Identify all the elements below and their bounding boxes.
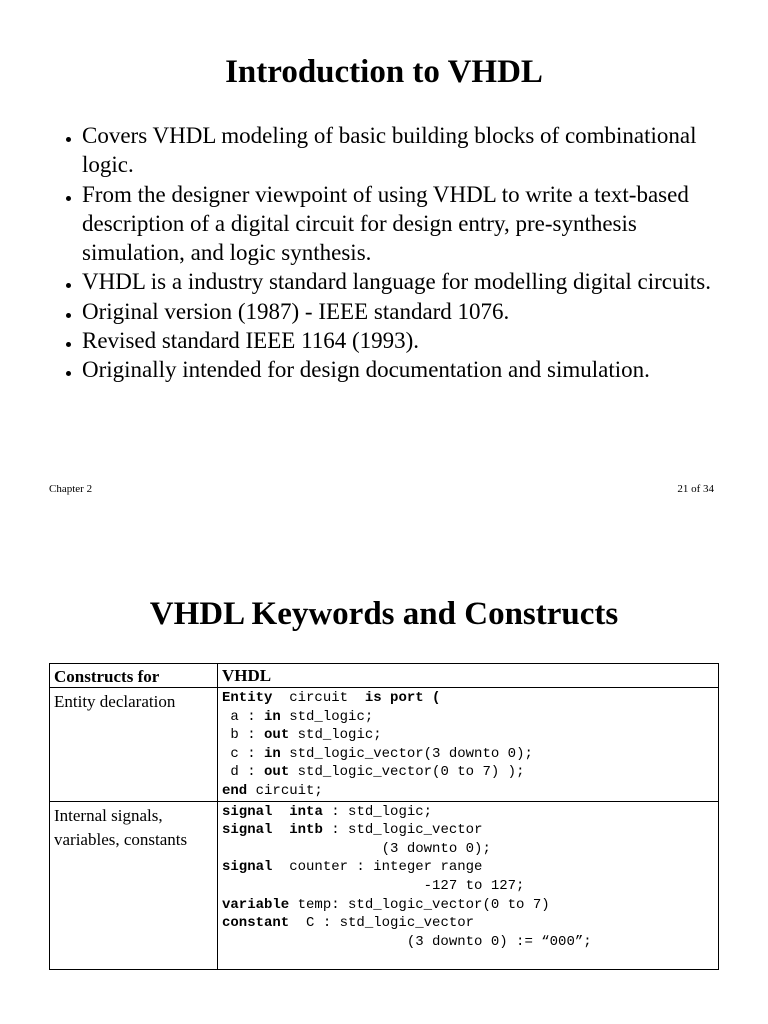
bullet-list <box>62 121 742 385</box>
bullet-dot-icon <box>66 196 71 201</box>
code-line <box>222 783 323 799</box>
code-line <box>222 709 373 725</box>
slide-title: Introduction to VHDL <box>225 54 543 90</box>
constructs-table <box>49 663 719 970</box>
code-cell <box>218 801 719 969</box>
code-text: d : <box>222 764 265 781</box>
chapter-label: Chapter 2 <box>49 483 93 495</box>
code-keyword: is port ( <box>364 690 441 706</box>
code-text: : std_logic_vector <box>322 822 483 839</box>
code-text <box>272 804 289 820</box>
code-text: (3 downto 0); <box>222 840 491 857</box>
code-text: temp: std_logic_vector(0 to 7) <box>289 896 550 913</box>
code-line <box>222 822 482 838</box>
code-keyword: variable <box>222 896 290 913</box>
table-header-cell: Constructs for <box>50 664 218 688</box>
bullet-item: Covers VHDL modeling of basic building blocks of combinational logic. <box>62 121 742 180</box>
code-line <box>222 746 533 762</box>
code-text <box>272 822 289 838</box>
code-keyword: intb <box>289 822 323 839</box>
code-text: std_logic_vector(0 to 7) ); <box>289 764 525 781</box>
table-header-row <box>50 664 719 688</box>
code-text: circuit; <box>247 782 323 799</box>
code-line <box>222 841 491 857</box>
code-line <box>222 727 382 743</box>
code-line <box>222 878 524 894</box>
bullet-dot-icon <box>66 342 71 347</box>
code-keyword: in <box>264 745 281 762</box>
bullet-item: Original version (1987) - IEEE standard 1076. <box>62 297 742 326</box>
code-line <box>222 897 550 913</box>
code-keyword: constant <box>222 915 290 932</box>
code-line <box>222 764 524 780</box>
code-text: b : <box>222 727 265 744</box>
bullet-dot-icon <box>66 283 71 288</box>
code-keyword: signal <box>222 859 273 876</box>
bullet-item: VHDL is a industry standard language for modelling digital circuits. <box>62 267 742 296</box>
code-keyword: signal <box>222 803 273 820</box>
table-row <box>50 688 719 802</box>
code-keyword: inta <box>289 803 323 820</box>
code-line <box>222 934 592 950</box>
code-text: (3 downto 0) := “000”; <box>222 933 592 950</box>
code-keyword: Entity <box>222 690 273 706</box>
bullet-item: Revised standard IEEE 1164 (1993). <box>62 326 742 355</box>
code-text: counter : integer range <box>272 859 483 876</box>
code-keyword: end <box>222 782 248 799</box>
code-text: : std_logic; <box>322 803 433 820</box>
code-cell <box>218 688 719 802</box>
bullet-dot-icon <box>66 371 71 376</box>
code-text: circuit <box>272 690 365 706</box>
code-text: std_logic; <box>280 708 374 725</box>
code-keyword: signal <box>222 822 273 839</box>
code-text: std_logic; <box>289 727 382 744</box>
bullet-dot-icon <box>66 137 71 142</box>
bullet-item: From the designer viewpoint of using VHDL to write a text-based description of a digital circuit for design entry, pre-synthesis simulation, and logic synthesis. <box>62 180 742 268</box>
code-line <box>222 804 432 820</box>
code-block <box>222 689 714 801</box>
code-line <box>222 859 482 875</box>
code-line <box>222 915 474 931</box>
code-text: -127 to 127; <box>222 877 525 894</box>
code-keyword: out <box>264 727 290 744</box>
code-text: C : std_logic_vector <box>289 915 475 932</box>
code-text: std_logic_vector(3 downto 0); <box>280 745 533 762</box>
construct-label-cell: Internal signals, variables, constants <box>50 801 218 969</box>
bullet-dot-icon <box>66 313 71 318</box>
page-number: 21 of 34 <box>677 483 714 495</box>
code-keyword: in <box>264 708 281 725</box>
table-row <box>50 801 719 969</box>
code-line <box>222 690 440 706</box>
slide-title: VHDL Keywords and Constructs <box>149 596 619 632</box>
table-header-cell: VHDL <box>218 664 719 688</box>
code-block <box>222 803 714 952</box>
construct-label-cell: Entity declaration <box>50 688 218 802</box>
code-keyword: out <box>264 764 290 781</box>
bullet-item: Originally intended for design documentation and simulation. <box>62 355 742 384</box>
code-text: c : <box>222 745 265 762</box>
code-text: a : <box>222 708 265 725</box>
